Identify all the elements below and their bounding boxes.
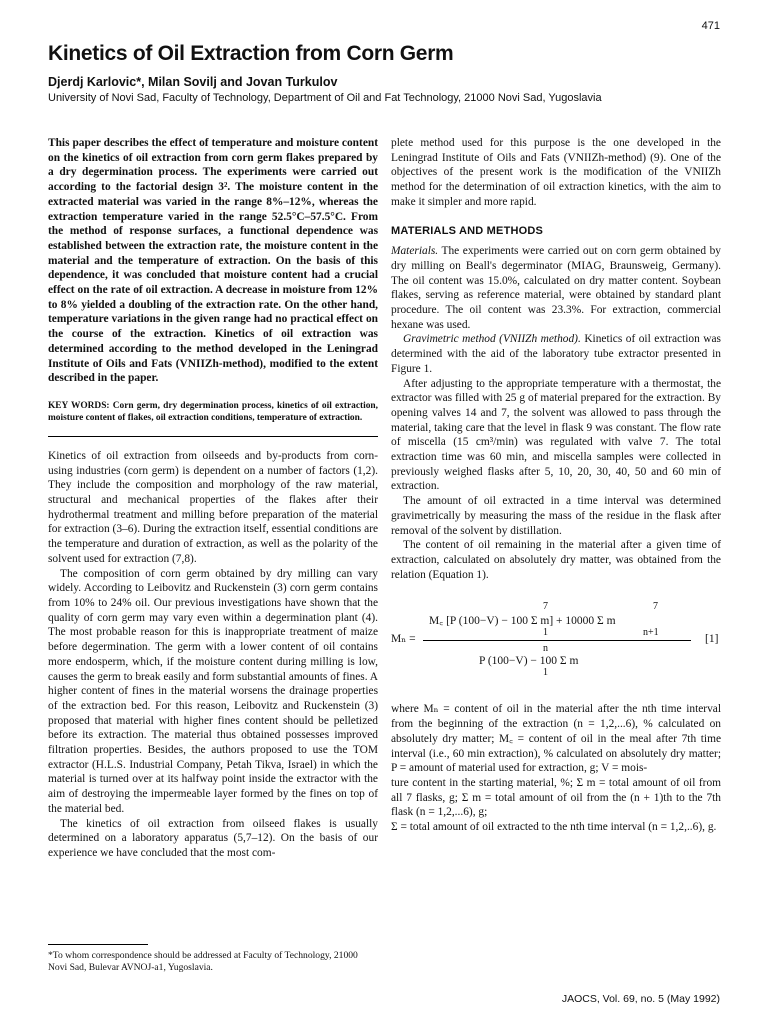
- section-heading-materials-methods: MATERIALS AND METHODS: [391, 224, 544, 237]
- gravimetric-paragraph: [391, 332, 721, 376]
- intro-paragraph-3: The kinetics of oil extraction from oilseed flakes is usually determined on a laboratory apparatus (5,7–12). On the basis of our experience we have concluded that the most com-: [48, 817, 378, 859]
- intro-paragraph-1: Kinetics of oil extraction from oilseeds and by-products from corn-using industries (corn germ) is dependent on a number of factors (1,2). They include the composition and morphology of the raw material, structural and mechanical properties of the flakes after their hydrothermal treatment and milling before preparation of the material for extraction (3–6). During the extraction itself, essential conditions are the temperature and duration of extraction, as well as the polarity of the solvent used for extraction (7,8).: [48, 449, 378, 565]
- equation-num-sum2-top: 7: [653, 601, 658, 613]
- equation-number: [1]: [705, 633, 719, 646]
- gravimetric-run-in-head: Gravimetric method (VNIIZh method).: [403, 333, 581, 346]
- article-title: Kinetics of Oil Extraction from Corn Germ: [48, 42, 454, 65]
- intro-continued-paragraph: plete method used for this purpose is the one developed in the Leningrad Institute of Oils and Fats (VNIIZh-method) (9). One of the objectives of the present work is the modification of the VNIIZh method for the determination of oil extraction kinetics, with the aim to make it simpler and more rapid.: [391, 137, 721, 208]
- footnote-rule: [48, 944, 148, 945]
- where-paragraph-2: ture content in the starting material, %; Σ m = total amount of oil from all 7 flasks, g; Σ m = total amount of oil from the (n + 1)th to the 7th flask (n = 1,2,...6), g;: [391, 776, 721, 819]
- correspondence-footnote: *To whom correspondence should be addressed at Faculty of Technology, 21000 Novi Sad, Bulevar AVNOJ-a1, Yugoslavia.: [48, 950, 358, 973]
- article-affiliation: University of Novi Sad, Faculty of Technology, Department of Oil and Fat Technology, 21000 Novi Sad, Yugoslavia: [48, 92, 602, 104]
- abstract-divider: [48, 436, 378, 437]
- page-number: 471: [701, 20, 720, 32]
- intro-paragraph-2: The composition of corn germ obtained by dry milling can vary widely. According to Leibovitz and Ruckenstein (3) corn germ contains from 10% to 24% oil. Our previous investigations have shown that the quality of corn germ may vary even within a degermination plant (4). The most probable reason for this is inappropriate treatment of maize before degermination. The germ with a lower content of oil contains more endosperm, which, if the moisture content during milling is low, causes the germ to break easily and form substantial amounts of fines. A higher content of fines in the material worsens the drainage properties of the extraction bed. For this reason, Leibovitz and Ruckenstein (3) proposed that material with higher fines content should be pelletized before its extraction. The material thus obtained possesses improved filtration properties. Besides, the authors proposed to use the TOM extractor (H.L.S. Industrial Company, Petah Tikva, Israel) in which the material is turned over at its halfway point inside the extractor with the aim of destroying the impermeable layer formed by the fines on top of the material bed.: [48, 567, 378, 815]
- equation-den-sum-top: n: [543, 643, 548, 655]
- materials-run-in-head: Materials.: [391, 245, 439, 258]
- equation-intro-paragraph: The content of oil remaining in the material after a given time of extraction, calculated on absolutely dry matter, was obtained from the relation (Equation 1).: [391, 539, 721, 581]
- equation-lhs: Mₙ =: [391, 633, 416, 646]
- article-authors: Djerdj Karlovic*, Milan Sovilj and Jovan Turkulov: [48, 75, 338, 89]
- equation-fraction-bar: [423, 640, 691, 641]
- equation-num-sum1-top: 7: [543, 601, 548, 613]
- equation-den-sum-bottom: 1: [543, 667, 548, 679]
- equation-1: [391, 592, 721, 688]
- materials-paragraph: [391, 244, 721, 332]
- keywords: KEY WORDS: Corn germ, dry degermination process, kinetics of oil extraction, moisture content of flakes, oil extraction conditions, temperature of extraction.: [48, 400, 378, 423]
- equation-num-sum2-bottom: n+1: [643, 627, 659, 639]
- running-footer: JAOCS, Vol. 69, no. 5 (May 1992): [561, 993, 720, 1005]
- equation-denominator: P (100−V) − 100 Σ m: [479, 655, 579, 668]
- gravimetric-measure-paragraph: The amount of oil extracted in a time interval was determined gravimetrically by measuring the mass of the residue in the flask after removal of the solvent by distillation.: [391, 495, 721, 537]
- equation-num-sum1-bottom: 1: [543, 627, 548, 639]
- abstract: This paper describes the effect of temperature and moisture content on the kinetics of oil extraction from corn germ flakes prepared by a dry degermination process. The experiments were carried out according to the factorial design 3². The moisture content in the extracted material was varied in the range 8%–12%, whereas the extraction temperature varied in the range 52.5°C–57.5°C. From the method of response surfaces, a functional dependence was established between the extraction rate, the moisture content in the material and the temperature of extraction. On the basis of this dependence, it was concluded that moisture content had a crucial effect on the rate of oil extraction. A decrease in moisture from 12% to 8% yielded a doubling of the extraction rate. On the other hand, temperature variations in the given range had no practical effect on the course of the extraction. Kinetics of oil extraction was determined according to the method developed in the Leningrad Institute of Oils and Fats (VNIIZh-method), modified to the extent described in the paper.: [48, 137, 378, 385]
- left-column: [48, 136, 378, 861]
- gravimetric-text: Kinetics of oil extraction was determined with the aid of the laboratory tube extractor presented in Figure 1.: [391, 333, 721, 375]
- right-column: [391, 136, 721, 835]
- procedure-paragraph: After adjusting to the appropriate temperature with a thermostat, the extractor was filled with 25 g of material prepared for the extraction. By opening valves 14 and 7, the solvent was allowed to pass through the material, taking care that the level in flask 9 was constant. The flow rate of miscella (15 cm³/min) was regulated with valve 7. The total extraction time was 60 min, and miscella samples were collected in previously weighed flasks after 5, 10, 20, 30, 40, 50 and 60 min of extraction.: [391, 377, 721, 493]
- where-paragraph-3: Σ = total amount of oil extracted to the nth time interval (n = 1,2,..6), g.: [391, 821, 717, 834]
- intro-body: [48, 449, 378, 861]
- equation-numerator: M꜀ [P (100−V) − 100 Σ m] + 10000 Σ m: [429, 615, 616, 628]
- materials-text: The experiments were carried out on corn germ obtained by dry milling on Beall's degerminator (MIAG, Braunsweig, Germany). The oil content was 15.0%, calculated on dry matter content. Soybean flakes, serving as reference material, were obtained by standard plant procedure. The oil content was 23.3%. For extraction, commercial hexane was used.: [391, 245, 721, 331]
- where-paragraph: where Mₙ = content of oil in the material after the nth time interval from the beginning of the extraction (n = 1,2,...6), % calculated on absolutely dry matter; M꜀ = content of oil in the meal after 7th time interval (i.e., 60 min extraction), % calculated on absolutely dry matter; P = amount of material used for extraction, g; V = mois-: [391, 703, 721, 775]
